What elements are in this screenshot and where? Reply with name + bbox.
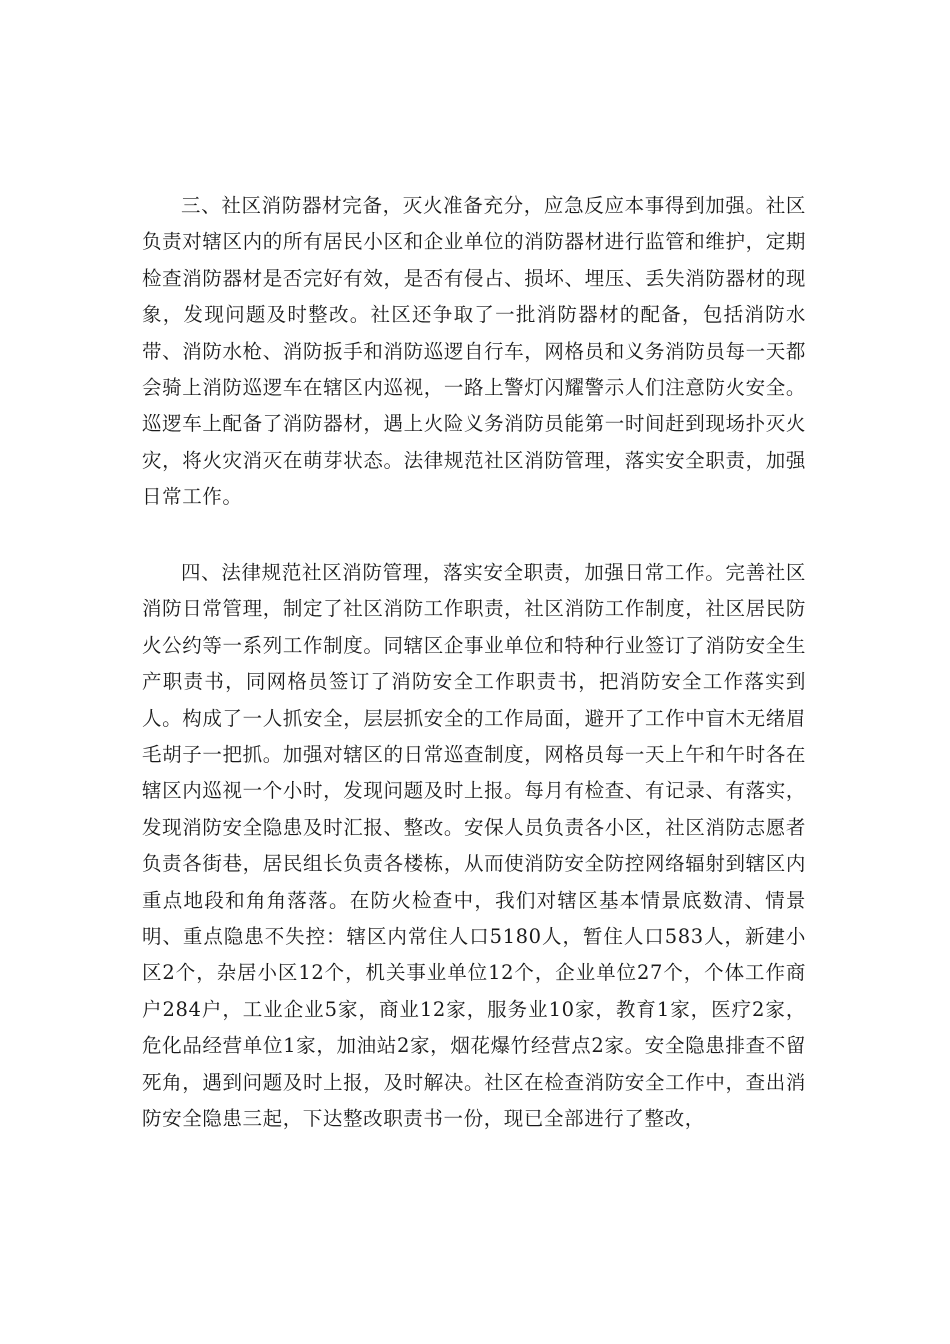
paragraph-fire-equipment: 三、社区消防器材完备，灭火准备充分，应急反应本事得到加强。社区负责对辖区内的所有居民小区和企业单位的消防器材进行监管和维护，定期检查消防器材是否完好有效，是否有侵占、损坏、埋压、丢失消防器材的现象，发现问题及时整改。社区还争取了一批消防器材的配备，包括消防水带、消防水枪、消防扳手和消防巡逻自行车，网格员和义务消防员每一天都会骑上消防巡逻车在辖区内巡视，一路上警灯闪耀警示人们注意防火安全。巡逻车上配备了消防器材，遇上火险义务消防员能第一时间赶到现场扑灭火灾，将火灾消灭在萌芽状态。法律规范社区消防管理，落实安全职责，加强日常工作。 [142, 194, 806, 509]
paragraph-fire-management: 四、法律规范社区消防管理，落实安全职责，加强日常工作。完善社区消防日常管理，制定了社区消防工作职责，社区消防工作制度，社区居民防火公约等一系列工作制度。同辖区企事业单位和特种行业签订了消防安全生产职责书，同网格员签订了消防安全工作职责书，把消防安全工作落实到人。构成了一人抓安全，层层抓安全的工作局面，避开了工作中盲木无绪眉毛胡子一把抓。加强对辖区的日常巡查制度，网格员每一天上午和午时各在辖区内巡视一个小时，发现问题及时上报。每月有检查、有记录、有落实，发现消防安全隐患及时汇报、整改。安保人员负责各小区，社区消防志愿者负责各街巷，居民组长负责各楼栋，从而使消防安全防控网络辐射到辖区内重点地段和角角落落。在防火检查中，我们对辖区基本情景底数清、情景明、重点隐患不失控：辖区内常住人口5180人，暂住人口583人，新建小区2个，杂居小区12个，机关事业单位12个，企业单位27个，个体工作商户284户，工业企业5家，商业12家，服务业10家，教育1家，医疗2家，危化品经营单位1家，加油站2家，烟花爆竹经营点2家。安全隐患排查不留死角，遇到问题及时上报，及时解决。社区在检查消防安全工作中，查出消防安全隐患三起，下达整改职责书一份，现已全部进行了整改， [142, 561, 806, 1131]
